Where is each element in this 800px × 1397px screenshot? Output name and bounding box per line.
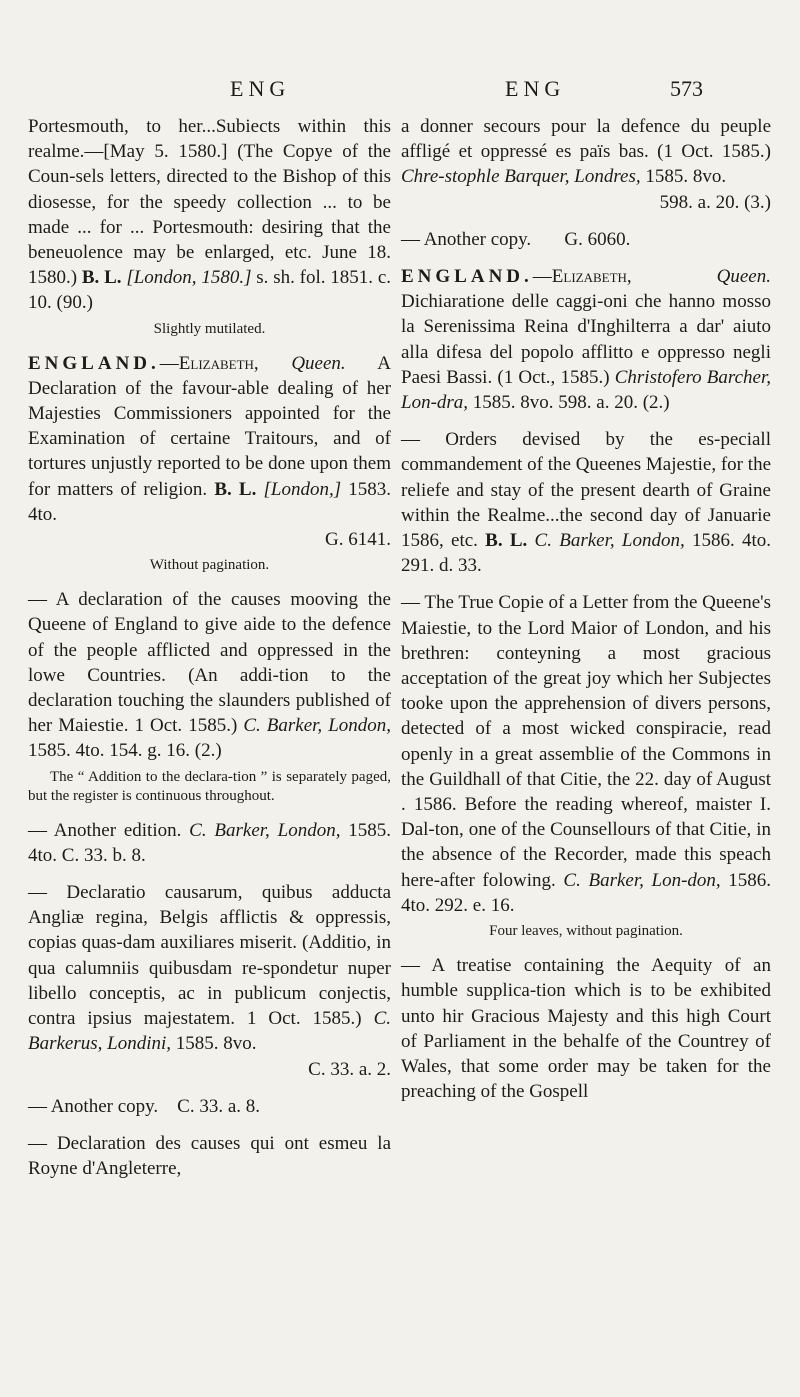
entry-text: — Another copy. — [28, 1095, 159, 1117]
imprint-printer: C. Barker, — [243, 715, 323, 737]
entry-text: — A treatise containing the Aequity of an humble supplica-tion which is to be exhibited unto hir Gracious Majesty and this high Court of Parliament in the behalfe of the Countrey of Wales, that some order may be taken for the preaching of the Gospell — [401, 955, 771, 1103]
entry-text: — Declaration des causes qui ont esmeu la Royne d'Angleterre, — [28, 1132, 391, 1180]
imprint-printer: C. Barker, — [534, 530, 615, 552]
shelfmark: 598. a. 20. (2.) — [558, 392, 670, 414]
imprint-tail: 1586. 4to. — [401, 869, 772, 916]
entry-declaration-favourable — [28, 351, 391, 553]
sovereign-title: Queen. — [716, 266, 771, 288]
imprint-year-format: 1583. 4to. — [28, 478, 392, 525]
entry-portesmouth — [28, 114, 391, 316]
spacer — [28, 1119, 391, 1131]
imprint-tail: 1586. 4to. — [692, 530, 772, 552]
entry-note: Four leaves, without pagination. — [489, 923, 683, 940]
sovereign-name: —Elizabeth, — [159, 352, 259, 374]
imprint-tail: 1585. 8vo. — [645, 166, 727, 188]
page-number: 573 — [670, 76, 703, 101]
entry-note: Without pagination. — [149, 557, 270, 574]
entry-another-copy-right — [401, 227, 771, 252]
spacer — [28, 1082, 391, 1094]
entry-text: — Declaratio causarum, quibus adducta Angliæ regina, Belgis afflictis & oppressis, copias quas-dam auxiliares miserit. (Additio, in qua calumniis quibusdam re-spondetur nuper libello conceptis, ac in publicum conjectis, contra ipsius majestatem. 1 Oct. 1585.) — [28, 882, 391, 1030]
imprint-printer: C. Barker, — [189, 819, 270, 841]
heading-england: ENGLAND. — [401, 266, 533, 288]
imprint-place: Lon-don, — [651, 869, 721, 891]
imprint-place: Londini, — [107, 1033, 172, 1055]
imprint-place: London, — [277, 819, 341, 841]
entry-declaration-des-causes — [28, 1131, 391, 1181]
black-letter-mark: B. L. — [214, 478, 257, 500]
imprint-place: [London,] — [263, 478, 342, 500]
entry-orders-devised — [401, 427, 771, 578]
imprint-printer: C. Barker, — [563, 869, 644, 891]
imprint-place: London, — [621, 530, 685, 552]
shelfmark: C. 33. a. 8. — [177, 1095, 261, 1117]
spacer — [401, 415, 771, 427]
entry-text: A Declaration of the favour-able dealing of her Majesties Commissioners appointed for the Examination of certaine Traitours, and of tortures unjustly reported to be done upon them for matters of religion. — [28, 352, 392, 500]
shelfmark: 291. d. 33. — [401, 555, 482, 577]
entry-declaratio-causarum — [28, 880, 391, 1082]
running-head-right: ENG — [505, 76, 566, 101]
left-column — [28, 114, 391, 1181]
shelfmark: C. 33. a. 2. — [308, 1058, 391, 1080]
entry-text: — Another copy. — [401, 228, 532, 250]
shelfmark: 292. e. 16. — [434, 894, 515, 916]
entry-note: The “ Addition to the declara-tion ” is separately paged, but the register is continuous throughout. — [28, 768, 391, 804]
imprint-printer: C. Barkerus, — [28, 1008, 391, 1055]
entry-note: Slightly mutilated. — [153, 320, 266, 337]
running-head-left: ENG — [230, 76, 291, 101]
spacer — [401, 215, 771, 227]
right-column — [401, 114, 771, 1104]
imprint-tail: 1585. 8vo. — [175, 1033, 257, 1055]
entry-another-edition — [28, 818, 391, 868]
entry-text: — A declaration of the causes mooving the Queene of England to give aide to the defence of the people afflicted and oppressed in the lowe Countries. (An addi-tion to the declaration touching the slaunders published of her Maiestie. 1 Oct. 1585.) — [28, 589, 391, 737]
spacer — [401, 252, 771, 264]
entry-text: Dichiaratione delle caggi-oni che hanno mosso la Serenissima Reina d'Inghilterra a dar' aiuto alla difesa del popolo afflitto e oppresso negli Paesi Bassi. (1 Oct., 1585.) — [401, 291, 771, 388]
imprint-tail: s. sh. fol. 1851. c. 10. (90.) — [28, 267, 392, 314]
entry-true-copie — [401, 590, 771, 918]
black-letter-mark: B. L. — [81, 267, 122, 289]
black-letter-mark: B. L. — [485, 530, 528, 552]
spacer — [401, 578, 771, 590]
imprint-tail: 1585. 8vo. — [472, 392, 554, 414]
shelfmark: G. 6060. — [564, 228, 631, 250]
entry-text: — Orders devised by the es-peciall commandement of the Queenes Majestie, for the reliefe and stay of the present dearth of Graine within the Realme...the second day of Januarie 1586, etc. — [401, 429, 771, 552]
shelfmark: G. 6141. — [325, 529, 391, 551]
shelfmark: 598. a. 20. (3.) — [659, 191, 771, 213]
imprint-printer: Christofero Barcher, — [614, 366, 772, 388]
sovereign-title: Queen. — [291, 352, 346, 374]
entry-text: a donner secours pour la defence du peuple affligé et oppressé es païs bas. (1 Oct. 1585.) — [401, 116, 771, 163]
imprint-place: [London, 1580.] — [126, 267, 252, 289]
entry-text: — The True Copie of a Letter from the Queene's Maiestie, to the Lord Maior of London, and his brethren: conteyning a most gracious acceptation of the great joy which her Subjectes tooke upon the apprehension of divers persons, detected of a most wicked conspiracie, read openly in a great assemblie of the Commons in the Guildhall of that Citie, the 22. day of August . 1586. Before the reading whereof, maister I. Dal-ton, one of the Counsellours of that Citie, in the absence of the Recorder, made this speach here-after folowing. — [401, 592, 771, 891]
imprint-tail: 1585. 4to. 154. g. 16. (2.) — [28, 740, 222, 762]
entry-treatise — [401, 953, 771, 1104]
imprint-tail: 1585. 4to. — [28, 819, 392, 866]
imprint-place: London, — [328, 715, 392, 737]
entry-text: Portesmouth, to her...Subiects within this realme.—[May 5. 1580.] (The Copye of the Coun-sels letters, directed to the Bishop of this diosesse, for the speedy collection ... to be made ... for ... Portesmouth: desiring that the beneuolence may be enlarged, etc. June 18. 1580.) — [28, 116, 391, 289]
entry-declaration-causes — [28, 587, 391, 763]
entry-declaration-des-causes-cont — [401, 114, 771, 215]
imprint-printer: Chre-stophle Barquer, — [401, 166, 570, 188]
imprint-place: Londres, — [574, 166, 641, 188]
shelfmark: C. 33. b. 8. — [61, 844, 146, 866]
entry-another-copy — [28, 1094, 391, 1119]
entry-dichiaratione — [401, 264, 771, 415]
imprint-place: Lon-dra, — [401, 392, 469, 414]
heading-england: ENGLAND. — [28, 352, 160, 374]
spacer — [28, 868, 391, 880]
entry-text: — Another edition. — [28, 819, 182, 841]
sovereign-name: —Elizabeth, — [532, 266, 632, 288]
